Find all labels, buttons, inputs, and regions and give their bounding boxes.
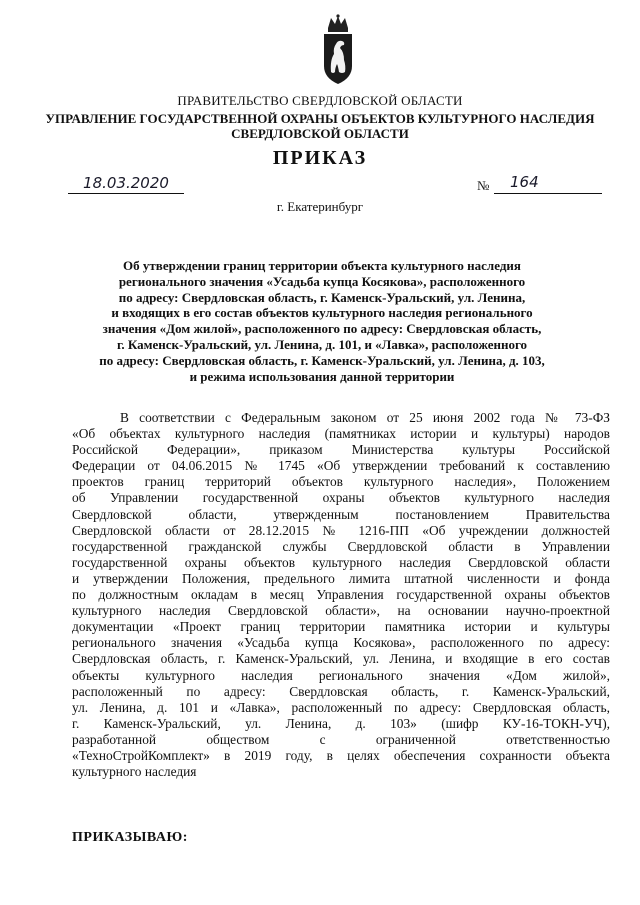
decree-heading: ПРИКАЗЫВАЮ: bbox=[72, 830, 188, 845]
body-line: государственной охраны объектов культурного наследия Свердловской области bbox=[72, 554, 610, 570]
body-line: Федерации от 04.06.2015 № 1745 «Об утверждении требований к составлению bbox=[72, 458, 610, 474]
body-line: «ТехноСтройКомплект» в 2019 году, в целях обеспечения сохранности объекта bbox=[72, 747, 610, 763]
coat-of-arms-icon bbox=[318, 14, 358, 86]
subject-line: и режима использования данной территории bbox=[189, 368, 455, 384]
subject-line: г. Каменск-Уральский, ул. Ленина, д. 101, и «Лавка», расположенного bbox=[116, 336, 528, 352]
subject-line: и входящих в его состав объектов культурного наследия регионального bbox=[111, 305, 533, 321]
government-name: ПРАВИТЕЛЬСТВО СВЕРДЛОВСКОЙ ОБЛАСТИ bbox=[177, 93, 463, 108]
order-subject bbox=[62, 258, 582, 384]
body-line: документации «Проект границ территории памятника истории и культуры bbox=[72, 619, 610, 635]
body-line: ул. Ленина, д. 101 и «Лавка», расположенный по адресу: Свердловская область, bbox=[72, 699, 610, 715]
body-line: Свердловской области от 28.12.2015 № 1216-ПП «Об учреждении должностей bbox=[72, 522, 610, 538]
body-line: об Управлении государственной охраны объектов культурного наследия bbox=[72, 490, 610, 506]
body-line: государственной гражданской службы Свердловской области в Управлении bbox=[72, 538, 610, 554]
body-line: разработанной обществом с ограниченной ответственностью bbox=[72, 731, 610, 747]
body-line: расположенный по адресу: Свердловская область, г. Каменск-Уральский, bbox=[72, 683, 610, 699]
subject-line: значения «Дом жилой», расположенного по адресу: Свердловская область, bbox=[102, 321, 542, 337]
order-date: 18.03.2020 bbox=[68, 174, 184, 194]
number-label: № bbox=[477, 178, 490, 193]
subject-line: Об утверждении границ территории объекта культурного наследия bbox=[123, 258, 521, 273]
body-line: культурного наследия Свердловской области», на основании научно-проектной bbox=[72, 603, 610, 619]
body-line: г. Каменск-Уральский, ул. Ленина, д. 103» (шифр КУ-16-ТОКН-УЧ), bbox=[72, 715, 610, 731]
body-line: Свердловской области, утвержденным постановлением Правительства bbox=[72, 506, 610, 522]
body-line: культурного наследия bbox=[72, 764, 197, 780]
department-line: СВЕРДЛОВСКОЙ ОБЛАСТИ bbox=[231, 126, 409, 141]
department-name bbox=[40, 111, 600, 141]
body-line: регионального значения «Усадьба купца Косякова», расположенного по адресу: bbox=[72, 635, 610, 651]
document-type: ПРИКАЗ bbox=[272, 147, 368, 169]
body-line: объекты культурного наследия регионального значения «Дом жилой», bbox=[72, 667, 610, 683]
body-line: «Об объектах культурного наследия (памятниках истории и культуры) народов bbox=[72, 426, 610, 442]
city: г. Екатеринбург bbox=[276, 199, 364, 214]
body-line: по должностным окладам в месяц Управления государственной охраны объектов bbox=[72, 587, 610, 603]
order-number: 164 bbox=[510, 173, 539, 191]
subject-line: регионального значения «Усадьба купца Косякова», расположенного bbox=[118, 273, 526, 289]
body-line: проектов границ территорий объектов культурного наследия», Положением bbox=[72, 474, 610, 490]
department-line: УПРАВЛЕНИЕ ГОСУДАРСТВЕННОЙ ОХРАНЫ ОБЪЕКТОВ КУЛЬТУРНОГО НАСЛЕДИЯ bbox=[45, 111, 595, 126]
body-line: и утверждении Положения, предельного лимита штатной численности и фонда bbox=[72, 570, 610, 586]
subject-line: по адресу: Свердловская область, г. Каменск-Уральский, ул. Ленина, д. 103, bbox=[99, 352, 545, 368]
body-line: Российской Федерации», приказом Министерства культуры Российской bbox=[72, 442, 610, 458]
subject-line: по адресу: Свердловская область, г. Каменск-Уральский, ул. Ленина, bbox=[118, 289, 526, 305]
body-line: В соответствии с Федеральным законом от 25 июня 2002 года № 73-ФЗ bbox=[120, 410, 610, 425]
preamble-paragraph bbox=[72, 410, 610, 780]
body-line: Свердловская область, г. Каменск-Уральский, ул. Ленина, и входящие в его состав bbox=[72, 651, 610, 667]
